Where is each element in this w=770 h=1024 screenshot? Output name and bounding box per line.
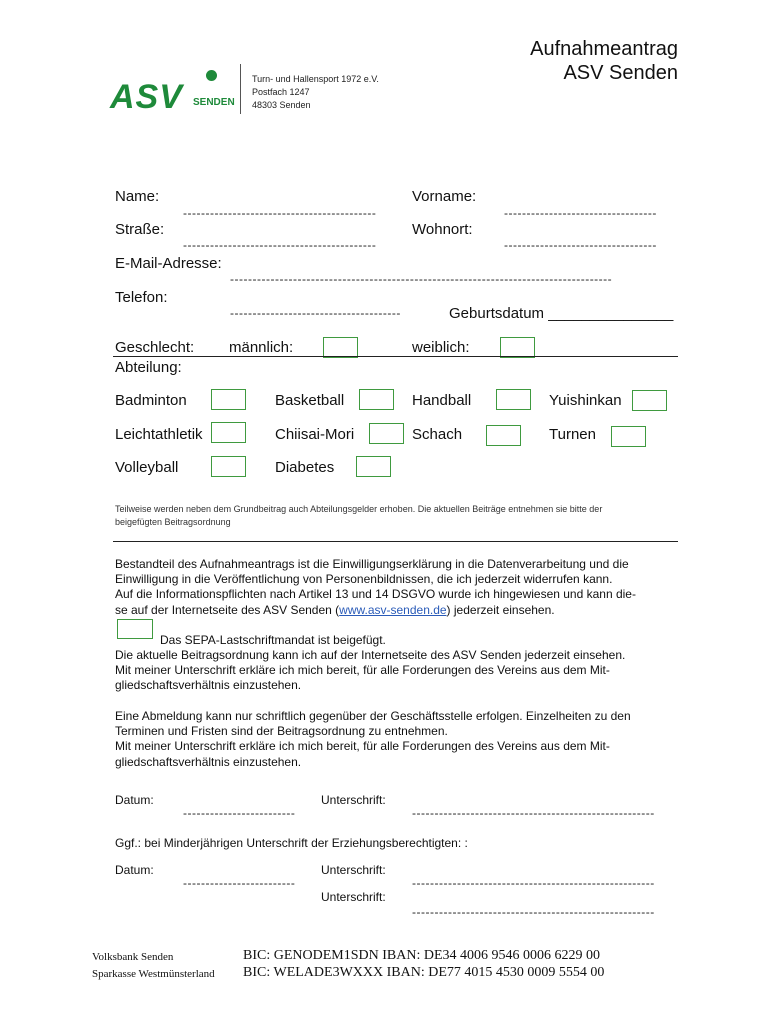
consent-text: se auf der Internetseite des ASV Senden (: [115, 602, 340, 617]
consent-line: Die aktuelle Beitragsordnung kann ich auf der Internetseite des ASV Senden jederzeit einsehen.: [115, 648, 626, 662]
club-line-1: Turn- und Hallensport 1972 e.V.: [252, 74, 379, 84]
telefon-field[interactable]: --------------------------------------: [230, 306, 401, 320]
vorname-label: Vorname:: [412, 188, 477, 205]
consent-line: Eine Abmeldung kann nur schriftlich gegenüber der Geschäftsstelle erfolgen. Einzelheiten zu den: [115, 709, 631, 723]
wohnort-label: Wohnort:: [412, 221, 473, 238]
dept-basketball-label: Basketball: [275, 392, 345, 409]
bank2-codes: BIC: WELADE3WXXX IBAN: DE77 4015 4530 0009 5554 00: [243, 965, 605, 980]
logo-divider: [240, 64, 241, 114]
geschlecht-label: Geschlecht:: [115, 339, 195, 356]
datum-field[interactable]: -------------------------: [183, 806, 296, 820]
guardian-unterschrift-field-2[interactable]: ------------------------------------------------------: [412, 905, 655, 919]
dept-volleyball-label: Volleyball: [115, 459, 179, 476]
club-logo: [110, 70, 245, 115]
logo-text: ASV: [110, 78, 183, 116]
email-label: E-Mail-Adresse:: [115, 255, 222, 272]
consent-line: gliedschaftsverhältnis einzustehen.: [115, 754, 302, 769]
consent-paragraph-3: [115, 709, 685, 770]
datum-label: Datum:: [115, 793, 154, 807]
fee-note-line-1: Teilweise werden neben dem Grundbeitrag auch Abteilungsgelder erhoben. Die aktuellen Beiträge entnehmen sie bitte der: [115, 504, 603, 514]
maennlich-label: männlich:: [229, 339, 294, 356]
dept-yuishinkan-checkbox[interactable]: [632, 390, 667, 411]
dept-turnen-checkbox[interactable]: [611, 426, 646, 447]
dept-handball-checkbox[interactable]: [496, 389, 531, 410]
dept-chiisai-label: Chiisai-Mori: [275, 426, 355, 443]
weiblich-checkbox[interactable]: [500, 337, 535, 358]
bank1-name: Volksbank Senden: [92, 951, 174, 963]
guardian-datum-field[interactable]: -------------------------: [183, 876, 296, 890]
unterschrift-field[interactable]: ------------------------------------------------------: [412, 806, 655, 820]
unterschrift-label: Unterschrift:: [321, 793, 386, 807]
dept-handball-label: Handball: [412, 392, 472, 409]
geburtsdatum-field[interactable]: Geburtsdatum _______________: [449, 305, 674, 322]
abteilung-label: Abteilung:: [115, 359, 182, 376]
consent-line: Bestandteil des Aufnahmeantrags ist die Einwilligungserklärung in die Datenverarbeitung und die: [115, 557, 629, 571]
vorname-field[interactable]: ----------------------------------: [504, 206, 657, 220]
consent-line: gliedschaftsverhältnis einzustehen.: [115, 678, 302, 693]
guardian-unterschrift-label-1: Unterschrift:: [321, 863, 386, 877]
bank1-codes: BIC: GENODEM1SDN IBAN: DE34 4006 9546 0006 6229 00: [243, 948, 600, 963]
note-divider: [113, 541, 678, 542]
dept-diabetes-label: Diabetes: [275, 459, 335, 476]
dept-turnen-label: Turnen: [549, 426, 596, 443]
dept-badminton-label: Badminton: [115, 392, 187, 409]
bank2-name: Sparkasse Westmünsterland: [92, 968, 215, 980]
name-field[interactable]: -------------------------------------------: [183, 206, 377, 220]
fee-note: [115, 503, 602, 529]
dept-basketball-checkbox[interactable]: [359, 389, 394, 410]
consent-line: Auf die Informationspflichten nach Artikel 13 und 14 DSGVO wurde ich hingewiesen und kann die-: [115, 587, 636, 602]
consent-line: Terminen und Fristen sind der Beitragsordnung zu entnehmen.: [115, 724, 448, 739]
dept-diabetes-checkbox[interactable]: [356, 456, 391, 477]
name-label: Name:: [115, 188, 160, 205]
email-field[interactable]: -------------------------------------------------------------------------------------: [230, 272, 613, 286]
dept-volleyball-checkbox[interactable]: [211, 456, 246, 477]
title-line-1: Aufnahmeantrag: [530, 38, 678, 60]
fee-note-line-2: beigefügten Beitragsordnung: [115, 517, 231, 527]
logo-sub: SENDEN: [193, 97, 235, 108]
website-link[interactable]: www.asv-senden.de: [339, 602, 447, 617]
guardian-datum-label: Datum:: [115, 863, 154, 877]
dept-chiisai-checkbox[interactable]: [369, 423, 404, 444]
consent-line: [115, 603, 685, 618]
dept-leichtathletik-checkbox[interactable]: [211, 422, 246, 443]
wohnort-field[interactable]: ----------------------------------: [504, 238, 657, 252]
dept-yuishinkan-label: Yuishinkan: [549, 392, 622, 409]
club-line-2: Postfach 1247: [252, 87, 310, 97]
consent-paragraph-1: [115, 557, 685, 618]
guardian-unterschrift-field-1[interactable]: ------------------------------------------------------: [412, 876, 655, 890]
dept-badminton-checkbox[interactable]: [211, 389, 246, 410]
strasse-field[interactable]: -------------------------------------------: [183, 238, 377, 252]
dept-schach-checkbox[interactable]: [486, 425, 521, 446]
page-title: [530, 37, 678, 85]
consent-line: Mit meiner Unterschrift erkläre ich mich bereit, für alle Forderungen des Vereins aus dem Mit-: [115, 739, 610, 754]
consent-line: Mit meiner Unterschrift erkläre ich mich bereit, für alle Forderungen des Vereins aus dem Mit-: [115, 663, 610, 678]
telefon-label: Telefon:: [115, 289, 168, 306]
maennlich-checkbox[interactable]: [323, 337, 358, 358]
logo-dot-icon: [206, 70, 217, 81]
sepa-label: Das SEPA-Lastschriftmandat ist beigefügt.: [160, 633, 386, 647]
consent-text: ) jederzeit einsehen.: [446, 602, 555, 617]
minor-note: Ggf.: bei Minderjährigen Unterschrift der Erziehungsberechtigten: :: [115, 836, 468, 850]
club-address: [252, 73, 379, 112]
weiblich-label: weiblich:: [412, 339, 470, 356]
sepa-checkbox[interactable]: [117, 619, 153, 639]
consent-paragraph-2: [115, 648, 685, 694]
section-divider: [113, 356, 678, 357]
strasse-label: Straße:: [115, 221, 165, 238]
title-line-2: ASV Senden: [563, 62, 678, 84]
dept-leichtathletik-label: Leichtathletik: [115, 426, 203, 443]
club-line-3: 48303 Senden: [252, 100, 311, 110]
consent-line: Einwilligung in die Veröffentlichung von Personenbildnissen, die ich jederzeit widerrufen kann.: [115, 572, 613, 587]
guardian-unterschrift-label-2: Unterschrift:: [321, 890, 386, 904]
dept-schach-label: Schach: [412, 426, 463, 443]
